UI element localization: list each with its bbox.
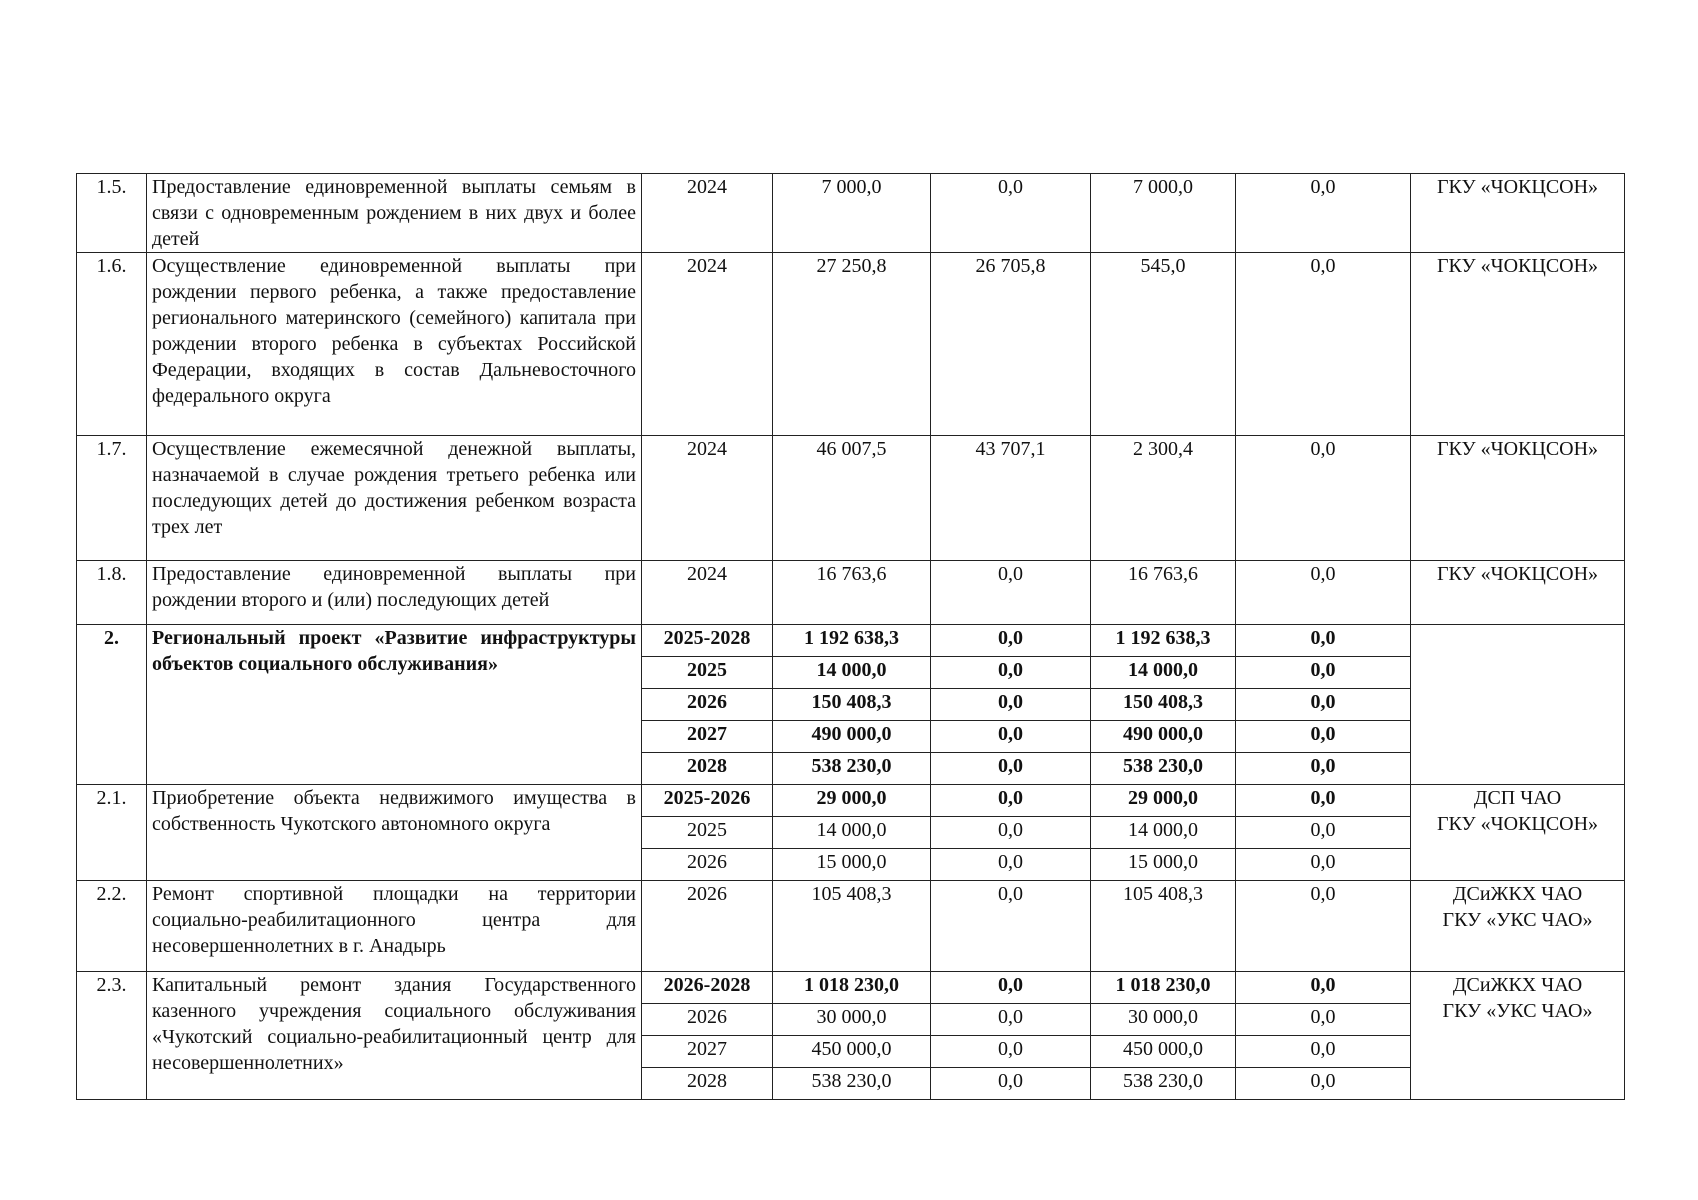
other-sources-amount: 0,0 bbox=[1236, 753, 1411, 785]
federal-budget-amount: 0,0 bbox=[931, 881, 1091, 972]
district-budget-amount: 538 230,0 bbox=[1091, 753, 1236, 785]
executor-cell bbox=[1411, 436, 1625, 561]
total-amount: 538 230,0 bbox=[773, 1068, 931, 1100]
total-amount: 538 230,0 bbox=[773, 753, 931, 785]
period: 2026 bbox=[642, 689, 773, 721]
period: 2028 bbox=[642, 1068, 773, 1100]
federal-budget-amount: 0,0 bbox=[931, 625, 1091, 657]
activity-description: Приобретение объекта недвижимого имущества в собственность Чукотского автономного округа bbox=[147, 785, 642, 881]
federal-budget-amount: 0,0 bbox=[931, 1036, 1091, 1068]
total-amount: 7 000,0 bbox=[773, 174, 931, 253]
federal-budget-amount: 0,0 bbox=[931, 174, 1091, 253]
district-budget-amount: 15 000,0 bbox=[1091, 849, 1236, 881]
other-sources-amount: 0,0 bbox=[1236, 174, 1411, 253]
federal-budget-amount: 0,0 bbox=[931, 721, 1091, 753]
total-amount: 14 000,0 bbox=[773, 817, 931, 849]
federal-budget-amount: 0,0 bbox=[931, 1068, 1091, 1100]
federal-budget-amount: 0,0 bbox=[931, 753, 1091, 785]
table-row bbox=[77, 972, 1625, 1004]
table-row bbox=[77, 625, 1625, 657]
table-row bbox=[77, 785, 1625, 817]
federal-budget-amount: 0,0 bbox=[931, 785, 1091, 817]
total-amount: 450 000,0 bbox=[773, 1036, 931, 1068]
district-budget-amount: 1 018 230,0 bbox=[1091, 972, 1236, 1004]
period: 2026-2028 bbox=[642, 972, 773, 1004]
total-amount: 150 408,3 bbox=[773, 689, 931, 721]
federal-budget-amount: 0,0 bbox=[931, 849, 1091, 881]
federal-budget-amount: 0,0 bbox=[931, 561, 1091, 625]
other-sources-amount: 0,0 bbox=[1236, 849, 1411, 881]
activity-description: Ремонт спортивной площадки на территории социально-реабилитационного центра для несовершеннолетних в г. Анадырь bbox=[147, 881, 642, 972]
row-number: 2.3. bbox=[77, 972, 147, 1100]
executor-name: ГКУ «УКС ЧАО» bbox=[1442, 1000, 1593, 1022]
total-amount: 1 018 230,0 bbox=[773, 972, 931, 1004]
table-row bbox=[77, 561, 1625, 625]
other-sources-amount: 0,0 bbox=[1236, 253, 1411, 436]
activity-description: Региональный проект «Развитие инфраструктуры объектов социального обслуживания» bbox=[147, 625, 642, 785]
period: 2026 bbox=[642, 881, 773, 972]
executor-name: ГКУ «ЧОКЦСОН» bbox=[1436, 563, 1599, 585]
other-sources-amount: 0,0 bbox=[1236, 785, 1411, 817]
row-number: 1.5. bbox=[77, 174, 147, 253]
federal-budget-amount: 26 705,8 bbox=[931, 253, 1091, 436]
period: 2024 bbox=[642, 253, 773, 436]
executor-cell bbox=[1411, 561, 1625, 625]
total-amount: 490 000,0 bbox=[773, 721, 931, 753]
other-sources-amount: 0,0 bbox=[1236, 436, 1411, 561]
total-amount: 15 000,0 bbox=[773, 849, 931, 881]
district-budget-amount: 14 000,0 bbox=[1091, 657, 1236, 689]
row-number: 2.2. bbox=[77, 881, 147, 972]
executor-name: ГКУ «ЧОКЦСОН» bbox=[1436, 813, 1599, 835]
row-number: 1.8. bbox=[77, 561, 147, 625]
other-sources-amount: 0,0 bbox=[1236, 561, 1411, 625]
row-number: 2. bbox=[77, 625, 147, 785]
executor-cell bbox=[1411, 253, 1625, 436]
total-amount: 27 250,8 bbox=[773, 253, 931, 436]
other-sources-amount: 0,0 bbox=[1236, 817, 1411, 849]
other-sources-amount: 0,0 bbox=[1236, 1036, 1411, 1068]
executor-cell bbox=[1411, 881, 1625, 972]
executor-name: ГКУ «УКС ЧАО» bbox=[1442, 909, 1593, 931]
executor-name: ДСП ЧАО bbox=[1473, 787, 1562, 809]
row-number: 1.7. bbox=[77, 436, 147, 561]
period: 2026 bbox=[642, 849, 773, 881]
period: 2025-2028 bbox=[642, 625, 773, 657]
executor-cell bbox=[1411, 785, 1625, 881]
federal-budget-amount: 0,0 bbox=[931, 657, 1091, 689]
activity-description: Осуществление ежемесячной денежной выплаты, назначаемой в случае рождения третьего ребенка или последующих детей до достижения ребенком возраста трех лет bbox=[147, 436, 642, 561]
other-sources-amount: 0,0 bbox=[1236, 1068, 1411, 1100]
district-budget-amount: 14 000,0 bbox=[1091, 817, 1236, 849]
table-row bbox=[77, 253, 1625, 436]
district-budget-amount: 7 000,0 bbox=[1091, 174, 1236, 253]
period: 2024 bbox=[642, 174, 773, 253]
district-budget-amount: 490 000,0 bbox=[1091, 721, 1236, 753]
district-budget-amount: 150 408,3 bbox=[1091, 689, 1236, 721]
executor-name: ДСиЖКХ ЧАО bbox=[1452, 883, 1583, 905]
total-amount: 29 000,0 bbox=[773, 785, 931, 817]
period: 2027 bbox=[642, 1036, 773, 1068]
district-budget-amount: 545,0 bbox=[1091, 253, 1236, 436]
period: 2026 bbox=[642, 1004, 773, 1036]
period: 2024 bbox=[642, 561, 773, 625]
table-row bbox=[77, 174, 1625, 253]
row-number: 1.6. bbox=[77, 253, 147, 436]
other-sources-amount: 0,0 bbox=[1236, 625, 1411, 657]
other-sources-amount: 0,0 bbox=[1236, 881, 1411, 972]
executor-cell bbox=[1411, 625, 1625, 785]
total-amount: 14 000,0 bbox=[773, 657, 931, 689]
district-budget-amount: 2 300,4 bbox=[1091, 436, 1236, 561]
total-amount: 1 192 638,3 bbox=[773, 625, 931, 657]
federal-budget-amount: 43 707,1 bbox=[931, 436, 1091, 561]
district-budget-amount: 29 000,0 bbox=[1091, 785, 1236, 817]
activity-table bbox=[76, 173, 1625, 1100]
federal-budget-amount: 0,0 bbox=[931, 817, 1091, 849]
district-budget-amount: 16 763,6 bbox=[1091, 561, 1236, 625]
table-row bbox=[77, 436, 1625, 561]
activity-description: Осуществление единовременной выплаты при рождении первого ребенка, а также предоставление регионального материнского (семейного) капитала при рождении второго ребенка в субъектах Российской Федерации, входящих в состав Дальневосточного федерального округа bbox=[147, 253, 642, 436]
other-sources-amount: 0,0 bbox=[1236, 1004, 1411, 1036]
other-sources-amount: 0,0 bbox=[1236, 972, 1411, 1004]
federal-budget-amount: 0,0 bbox=[931, 972, 1091, 1004]
district-budget-amount: 450 000,0 bbox=[1091, 1036, 1236, 1068]
executor-cell bbox=[1411, 174, 1625, 253]
executor-name: ГКУ «ЧОКЦСОН» bbox=[1436, 255, 1599, 277]
period: 2025-2026 bbox=[642, 785, 773, 817]
district-budget-amount: 1 192 638,3 bbox=[1091, 625, 1236, 657]
other-sources-amount: 0,0 bbox=[1236, 657, 1411, 689]
activity-description: Капитальный ремонт здания Государственного казенного учреждения социального обслуживания «Чукотский социально-реабилитационный центр для несовершеннолетних» bbox=[147, 972, 642, 1100]
federal-budget-amount: 0,0 bbox=[931, 1004, 1091, 1036]
row-number: 2.1. bbox=[77, 785, 147, 881]
district-budget-amount: 105 408,3 bbox=[1091, 881, 1236, 972]
district-budget-amount: 538 230,0 bbox=[1091, 1068, 1236, 1100]
executor-name: ГКУ «ЧОКЦСОН» bbox=[1436, 176, 1599, 198]
district-budget-amount: 30 000,0 bbox=[1091, 1004, 1236, 1036]
total-amount: 30 000,0 bbox=[773, 1004, 931, 1036]
executor-name: ГКУ «ЧОКЦСОН» bbox=[1436, 438, 1599, 460]
total-amount: 46 007,5 bbox=[773, 436, 931, 561]
total-amount: 105 408,3 bbox=[773, 881, 931, 972]
executor-cell bbox=[1411, 972, 1625, 1100]
federal-budget-amount: 0,0 bbox=[931, 689, 1091, 721]
activity-description: Предоставление единовременной выплаты при рождении второго и (или) последующих детей bbox=[147, 561, 642, 625]
period: 2025 bbox=[642, 657, 773, 689]
period: 2024 bbox=[642, 436, 773, 561]
activity-description: Предоставление единовременной выплаты семьям в связи с одновременным рождением в них двух и более детей bbox=[147, 174, 642, 253]
total-amount: 16 763,6 bbox=[773, 561, 931, 625]
other-sources-amount: 0,0 bbox=[1236, 721, 1411, 753]
period: 2025 bbox=[642, 817, 773, 849]
table-row bbox=[77, 881, 1625, 972]
other-sources-amount: 0,0 bbox=[1236, 689, 1411, 721]
period: 2027 bbox=[642, 721, 773, 753]
executor-name: ДСиЖКХ ЧАО bbox=[1452, 974, 1583, 996]
period: 2028 bbox=[642, 753, 773, 785]
